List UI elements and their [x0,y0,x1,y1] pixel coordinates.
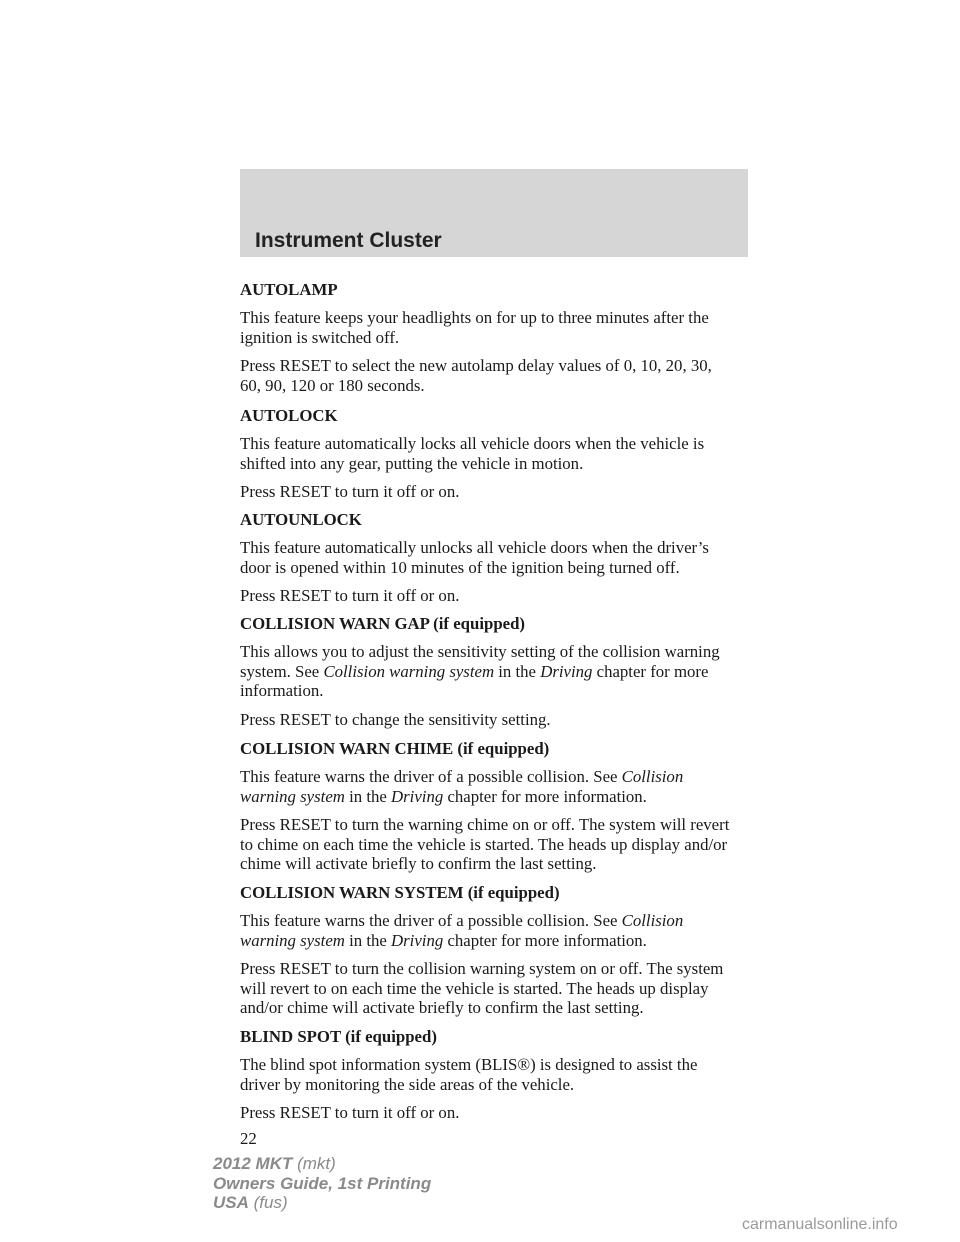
paragraph [240,482,459,502]
chapter-header [240,169,748,257]
text-run: Press RESET to turn it off or on. [240,482,460,501]
text-run: shifted into any gear, putting the vehicle in motion. [240,453,584,473]
paragraph [240,1055,697,1094]
text-run: COLLISION WARN SYSTEM (if equipped) [240,883,560,902]
text-line [240,815,729,835]
paragraph [240,815,729,874]
section-heading [240,614,525,634]
paragraph [240,767,683,806]
text-line [240,558,709,578]
text-line [240,883,560,903]
text-run: BLIND SPOT (if equipped) [240,1027,437,1046]
footer-market-code: (fus) [253,1193,288,1212]
text-line [240,614,525,634]
text-run: ignition is switched off. [240,327,400,347]
text-run: to chime on each time the vehicle is started. The heads up display and/or [240,834,728,854]
text-line [240,931,683,951]
text-run: COLLISION WARN CHIME (if equipped) [240,739,550,758]
section-heading [240,510,362,530]
text-run: Press RESET to turn the warning chime on or off. The system will revert [240,815,730,834]
text-line [240,434,704,454]
text-line [240,739,549,759]
text-run: AUTOLOCK [240,406,338,425]
paragraph [240,642,720,701]
text-line [240,1103,459,1123]
footer-model-code: (mkt) [297,1154,336,1173]
text-run: chapter for more [592,661,709,681]
text-line [240,406,338,426]
text-line [240,538,709,558]
text-line [240,959,723,979]
cross-reference: Collision [621,767,684,786]
footer-market: USA [213,1193,249,1212]
text-run: chime will activate briefly to confirm the last setting. [240,854,597,874]
cross-reference: warning system [240,786,345,806]
text-run: AUTOUNLOCK [240,510,362,529]
cross-reference: warning system [240,930,345,950]
text-line [240,998,723,1018]
cross-reference: Collision [621,911,684,930]
text-line [240,1075,697,1095]
text-run: system. See [240,661,324,681]
text-run: in the [344,786,392,806]
text-line [240,308,709,328]
text-run: 60, 90, 120 or 180 seconds. [240,375,425,395]
text-run: This allows you to adjust the sensitivity setting of the collision warning [240,642,720,661]
paragraph [240,710,551,730]
text-run: Press RESET to change the sensitivity setting. [240,710,551,729]
text-run: and/or chime will activate briefly to confirm the last setting. [240,998,644,1018]
section-heading [240,280,338,300]
text-run: chapter for more information. [443,930,647,950]
text-run: in the [344,930,392,950]
paragraph [240,538,709,577]
paragraph [240,434,704,473]
text-line [240,1055,697,1075]
text-line [240,681,720,701]
text-line [240,510,362,530]
text-line [240,482,459,502]
text-line [240,328,709,348]
text-line [240,854,729,874]
section-heading [240,1027,437,1047]
footer-guide: Owners Guide, 1st Printing [213,1173,432,1193]
text-run: This feature keeps your headlights on for up to three minutes after the [240,308,709,327]
text-run: Press RESET to turn it off or on. [240,586,460,605]
text-line [240,376,712,396]
text-run: This feature automatically locks all vehicle doors when the vehicle is [240,434,705,453]
text-line [240,710,551,730]
text-line [240,979,723,999]
cross-reference: Driving [540,661,593,681]
text-run: Press RESET to select the new autolamp delay values of 0, 10, 20, 30, [240,356,712,375]
text-run: in the [494,661,541,681]
cross-reference: Driving [391,930,444,950]
print-footer [213,1154,431,1213]
paragraph [240,586,459,606]
text-run: information. [240,681,324,701]
text-run: driver by monitoring the side areas of the vehicle. [240,1074,575,1094]
section-heading [240,883,560,903]
text-line [240,1027,437,1047]
text-line [240,642,720,662]
text-run: Press RESET to turn the collision warning system on or off. The system [240,959,724,978]
section-heading [240,406,338,426]
text-run: COLLISION WARN GAP (if equipped) [240,614,526,633]
text-line [240,787,683,807]
cross-reference: Driving [391,786,444,806]
chapter-title: Instrument Cluster [255,229,442,252]
watermark: carmanualsonline.info [742,1216,898,1233]
text-run: chapter for more information. [443,786,647,806]
paragraph [240,308,709,347]
paragraph [240,911,683,950]
text-line [240,911,683,931]
page-number: 22 [240,1129,257,1148]
text-run: AUTOLAMP [240,280,338,299]
text-line [240,586,459,606]
text-run: Press RESET to turn it off or on. [240,1103,460,1122]
text-line [240,454,704,474]
text-line [240,767,683,787]
text-run: This feature warns the driver of a possible collision. See [240,767,622,786]
text-line [240,662,720,682]
text-run: will revert to on each time the vehicle is started. The heads up display [240,978,709,998]
cross-reference: Collision warning system [323,661,495,681]
text-line [240,280,338,300]
text-line [240,356,712,376]
text-run: This feature automatically unlocks all vehicle doors when the driver’s [240,538,709,557]
text-line [240,835,729,855]
paragraph [240,959,723,1018]
paragraph [240,356,712,395]
section-heading [240,739,549,759]
paragraph [240,1103,459,1123]
text-run: The blind spot information system (BLIS®) is designed to assist the [240,1055,698,1074]
text-run: door is opened within 10 minutes of the ignition being turned off. [240,557,680,577]
footer-model: 2012 MKT [213,1154,293,1173]
text-run: This feature warns the driver of a possible collision. See [240,911,622,930]
